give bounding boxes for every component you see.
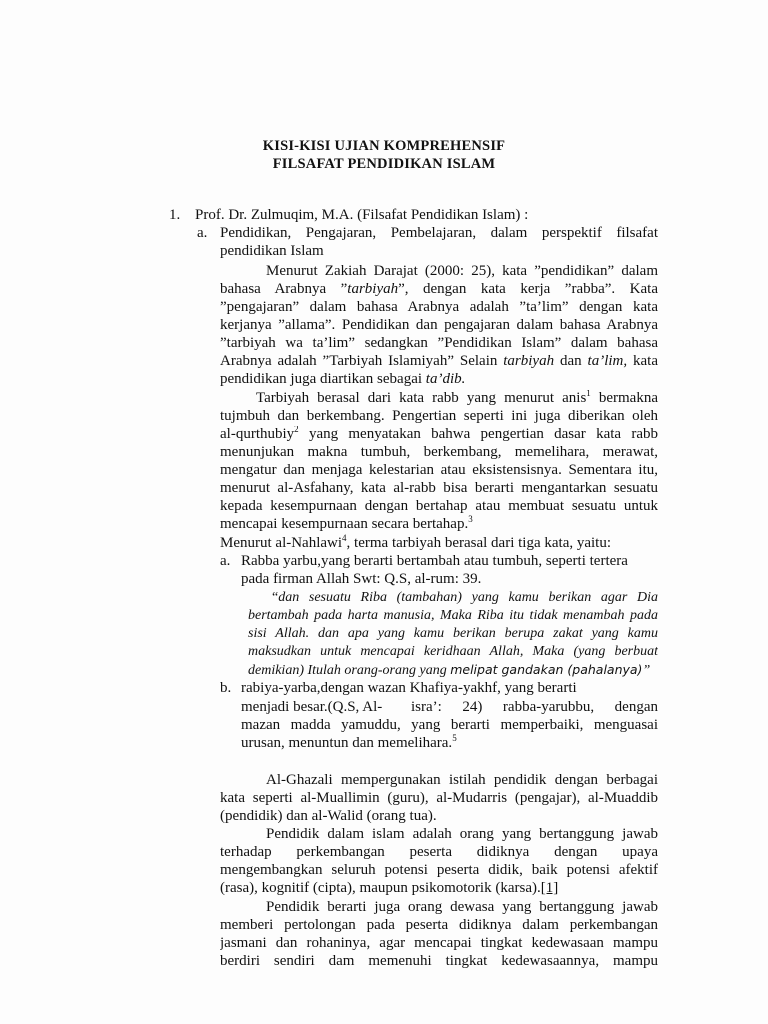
p3-line-1: Menurut al-Nahlawi$^4$, terma tarbiyah berasal dari tiga kata, yaitu: — [220, 533, 612, 551]
p5-line-4: (rasa), kognitif (cipta), maupun psikomotorik (karsa).[1] — [220, 880, 559, 896]
p3-a-marker: a. — [220, 553, 231, 569]
item-a-line-2: pendidikan Islam — [220, 243, 324, 259]
p1-line-1: Menurut Zakiah Darajat (2000: 25), kata ”pendidikan” dalam — [266, 263, 658, 279]
p2-line-6: menurut al-Asfahany, kata al-rabb bisa berarti mengantarkan sesuatu — [220, 480, 658, 496]
item-1-number: 1. — [169, 207, 181, 223]
p2-line-5: mengatur dan menjaga kelestarian atau eksistensisnya. Sementara itu, — [220, 462, 658, 478]
p5-line-2: terhadap perkembangan peserta didiknya dengan upaya — [220, 844, 658, 860]
p6-line-1: Pendidik berarti juga orang dewasa yang bertanggung jawab — [266, 899, 658, 915]
p3-b-line-4: urusan, menuntun dan memelihara.$^5$ — [241, 733, 457, 751]
p4-line-1: Al-Ghazali mempergunakan istilah pendidik dengan berbagai — [266, 772, 658, 788]
p6-line-2: memberi pertolongan pada peserta didiknya dalam perkembangan — [220, 917, 658, 933]
item-a-marker: a. — [197, 225, 208, 241]
p1-line-7: pendidikan juga diartikan sebagai ta’dib. — [220, 371, 466, 387]
quote-line-1: “dan sesuatu Riba (tambahan) yang kamu berikan agar Dia — [272, 590, 658, 605]
p2-line-1: Tarbiyah berasal dari kata rabb yang menurut anis$^1$ bermakna — [256, 390, 658, 406]
quote-line-4: maksudkan untuk mencapai keridhaan Allah, Maka (yang berbuat — [248, 644, 658, 659]
p3-b-line-2b: isra’: 24) rabba-yarubbu, dengan — [411, 699, 658, 715]
item-a-line-1: Pendidikan, Pengajaran, Pembelajaran, dalam perspektif filsafat — [220, 225, 658, 241]
p1-line-2: bahasa Arabnya ”tarbiyah”, dengan kata kerja ”rabba”. Kata — [220, 281, 658, 297]
item-1-text: Prof. Dr. Zulmuqim, M.A. (Filsafat Pendidikan Islam) : — [195, 207, 529, 223]
p1-line-5: ”tarbiyah wa ta’lim” sedangkan ”Pendidikan Islam” dalam bahasa — [220, 335, 658, 351]
p5-line-1: Pendidik dalam islam adalah orang yang bertanggung jawab — [266, 826, 658, 842]
quote-line-3: sisi Allah. dan apa yang kamu berikan berupa zakat yang kamu — [248, 626, 658, 641]
p1-line-3: ”pengajaran” dalam bahasa Arabnya adalah ”ta’lim” dengan kata — [220, 299, 658, 315]
p2-line-3: al-qurthubiy$^2$ yang menyatakan bahwa pengertian dasar kata rabb — [220, 426, 658, 442]
p6-line-3: jasmani dan rohaninya, agar mencapai tingkat kedewasaan mampu — [220, 935, 658, 951]
footnote-link[interactable]: [1] — [540, 880, 559, 896]
quote-line-2: bertambah pada harta manusia, Maka Riba itu tidak menambah pada — [248, 608, 658, 623]
p5-line-3: mengembangkan seluruh potensi peserta didik, baik potensi afektif — [220, 862, 658, 878]
doc-title-line-1: KISI-KISI UJIAN KOMPREHENSIF — [262, 138, 506, 154]
p3-b-line-2a: menjadi besar.(Q.S, Al- — [241, 699, 383, 715]
doc-title-line-2: FILSAFAT PENDIDIKAN ISLAM — [272, 156, 496, 172]
p4-line-2: kata seperti al-Muallimin (guru), al-Mudarris (pengajar), al-Muaddib — [220, 790, 658, 806]
p1-line-4: kerjanya ”allama”. Pendidikan dan pengajaran dalam bahasa Arabnya — [220, 317, 658, 333]
p6-line-4: berdiri sendiri dam memenuhi tingkat kedewasaannya, mampu — [220, 953, 658, 969]
p3-b-line-1: rabiya-yarba,dengan wazan Khafiya-yakhf, yang berarti — [241, 680, 577, 696]
p4-line-3: (pendidik) dan al-Walid (orang tua). — [220, 808, 437, 824]
quote-line-5: demikian) Itulah orang-orang yang melipat gandakan (pahalanya)” — [248, 662, 651, 678]
p3-a-line-2: pada firman Allah Swt: Q.S, al-rum: 39. — [241, 571, 482, 587]
p2-line-7: kepada kesempurnaan dengan bertahap atau membuat sesuatu untuk — [220, 498, 658, 514]
p2-line-4: menunjukan makna tumbuh, berkembang, memelihara, merawat, — [220, 444, 658, 460]
p2-line-2: tujmbuh dan berkembang. Pengertian seperti ini juga diberikan oleh — [220, 408, 658, 424]
p1-line-6: Arabnya adalah ”Tarbiyah Islamiyah” Selain tarbiyah dan ta’lim, kata — [220, 353, 658, 369]
p2-line-8: mencapai kesempurnaan secara bertahap.$^3$ — [220, 514, 473, 532]
p3-a-line-1: Rabba yarbu,yang berarti bertambah atau tumbuh, seperti tertera — [241, 553, 628, 569]
p3-b-marker: b. — [220, 680, 232, 696]
p3-b-line-3: mazan madda yamuddu, yang berarti memperbaiki, menguasai — [241, 717, 658, 733]
